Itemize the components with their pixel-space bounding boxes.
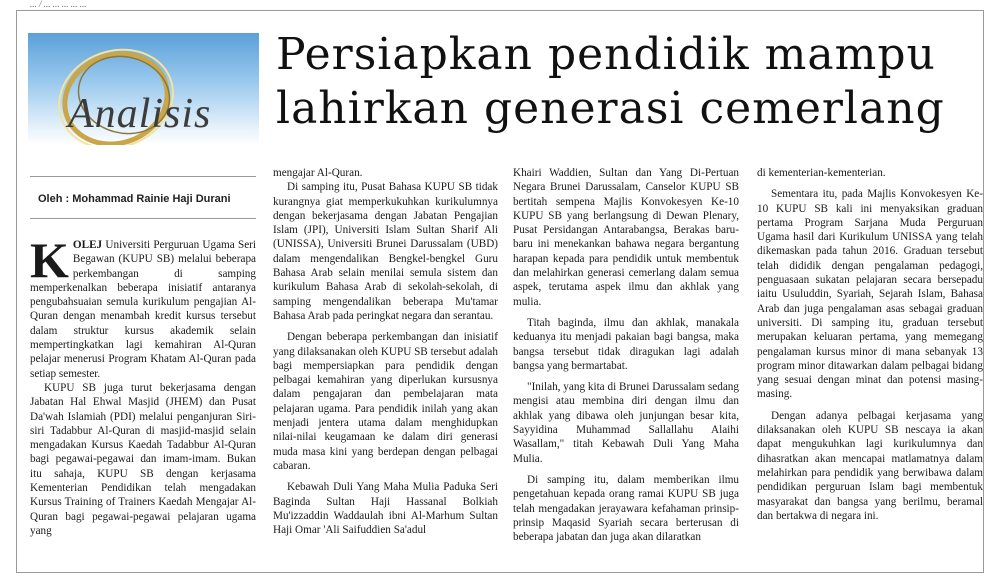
paragraph: KUPU SB juga turut bekerjasama dengan Jabatan Hal Ehwal Masjid (JHEM) dan Pusat Da'wah Islamiah (PDI) melalui penganjuran Siri-siri Tadabbur Al-Quran di masjid-masjid selain mengadakan Kursus Kaedah Tadabbur Al-Quran bagi pegawai-pegawai dan imam-imam. Bukan itu sahaja, KUPU SB dengan kerjasama Kementerian Pendidikan telah mengadakan Kursus Training of Trainers Kaedah Mengajar Al-Quran bagi pegawai-pegawai pelajaran ugama yang	[30, 381, 256, 537]
lead-word: OLEJ	[72, 239, 103, 251]
paragraph: Kebawah Duli Yang Maha Mulia Paduka Seri Baginda Sultan Haji Hassanal Bolkiah Mu'izzaddin Waddaulah ibni Al-Marhum Sultan Haji Omar 'Ali Saifuddien Sa'adul	[273, 481, 498, 537]
analisis-logo	[28, 33, 259, 145]
paragraph: Titah baginda, ilmu dan akhlak, manakala keduanya itu menjadi pakaian bagi bangsa, maka bangsa tersebut tidak diragukan lagi adalah bangsa yang bermartabat.	[513, 316, 739, 372]
headline	[276, 28, 976, 136]
column-3	[513, 166, 739, 544]
headline-line-1: Persiapkan pendidik mampu	[276, 29, 936, 80]
paragraph-text: Universiti Perguruan Ugama Seri Begawan (KUPU SB) melalui beberapa perkembangan di samping memperkenalkan beberapa inisiatif antaranya pengubahsuaian semula kurikulum pengajian Al-Quran dengan menambah kredit kursus tersebut dalam struktur kursus akademik selain mempertingkatkan lagi kemahiran Al-Quran pelajar menerusi Program Khatam Al-Quran pada setiap semester.	[30, 239, 256, 380]
column-4	[757, 166, 983, 523]
headline-line-2: lahirkan generasi cemerlang	[276, 83, 945, 134]
paragraph: Sementara itu, pada Majlis Konvokesyen Ke-10 KUPU SB kali ini menyaksikan graduan pertama Program Sarjana Muda Perguruan Ugama hasil dari Kurikulum UNISSA yang telah dikemaskan pada tahun 2016. Graduan tersebut telah dididik dengan pengalaman pedagogi, penguasaan sukatan pelajaran secara bersepadu iaitu Usuluddin, Syariah, Sejarah Islam, Bahasa Arab dan juga pengalaman asas sebagai graduan universiti. Di samping itu, graduan tersebut merupakan keluaran pertama, yang memegang pengalaman kursus minor di mana sebanyak 13 program minor ditawarkan dalam pelbagai bidang yang sesuai dengan minat dan potensi masing-masing.	[757, 188, 983, 401]
logo-text: Analisis	[68, 91, 212, 137]
author-rule-bottom	[30, 218, 256, 219]
paragraph: "Inilah, yang kita di Brunei Darussalam sedang mengisi atau membina diri dengan ilmu dan akhlak yang dibawa oleh junjungan besar kita, Sayyidina Muhammad Sallallahu Alaihi Wasallam," titah Kebawah Duli Yang Maha Mulia.	[513, 381, 739, 465]
paragraph: Khairi Waddien, Sultan dan Yang Di-Pertuan Negara Brunei Darussalam, Canselor KUPU SB bertitah sempena Majlis Konvokesyen Ke-10 KUPU SB yang berlangsung di Dewan Plenary, Pusat Persidangan Antarabangsa, Berakas baru-baru ini menekankan bahawa negara bergantung harapan kepada para pendidik untuk membentuk dan melahirkan generasi cemerlang dalam semua aspek, terutama aspek ilmu dan akhlak yang mulia.	[513, 167, 739, 308]
byline: Oleh : Mohammad Rainie Haji Durani	[38, 193, 231, 205]
paragraph: mengajar Al-Quran.	[273, 167, 363, 179]
paragraph: Dengan beberapa perkembangan dan inisiatif yang dilaksanakan oleh KUPU SB tersebut adalah bagi mempersiapkan para pendidik dengan pelbagai kemahiran yang diperlukan kursusnya dalam pengajaran dan pembelajaran mata pelajaran ugama. Para pendidik inilah yang akan menjadi jentera utama dalam menghidupkan nilai-nilai keugamaan ke dalam diri generasi muda masa kini yang berdepan dengan pelbagai cabaran.	[273, 331, 498, 472]
paragraph: Di samping itu, dalam memberikan ilmu pengetahuan kepada orang ramai KUPU SB juga telah mengadakan jerayawara kefahaman prinsip-prinsip Maqasid Syariah secara berterusan di beberapa jabatan dan juga akan dilaratkan	[513, 473, 739, 544]
author-rule-top	[30, 176, 256, 177]
paragraph: di kementerian-kementerian.	[757, 167, 886, 179]
paragraph: Dengan adanya pelbagai kerjasama yang dilaksanakan oleh KUPU SB nescaya ia akan dapat mengukuhkan lagi kurikulumnya dan dihasratkan akan mencapai matlamatnya dalam melahirkan para pendidik yang berwibawa dalam pendidikan perguruan Islam bagi membentuk masyarakat dan bangsa yang berilmu, beramal dan bertakwa di negara ini.	[757, 409, 983, 522]
top-caption: ... / ... ... ... ... ...	[30, 0, 87, 8]
column-1	[30, 232, 256, 538]
paragraph	[30, 232, 256, 381]
paragraph: Di samping itu, Pusat Bahasa KUPU SB tidak kurangnya giat memperkukuhkan kurikulumnya dengan bekerjasama dengan Jabatan Pengajian Islam (JPI), Universiti Islam Sultan Sharif Ali (UNISSA), Universiti Brunei Darussalam (UBD) dalam mengendalikan Bengkel-bengkel Guru Bahasa Arab selain menilai semula sistem dan kurikulum Bahasa Arab di sekolah-sekolah, di samping mengendalikan beberapa Mu'tamar Bahasa Arab pada peringkat negara dan serantau.	[273, 181, 498, 322]
drop-cap: K	[30, 232, 69, 288]
column-2	[273, 166, 498, 537]
